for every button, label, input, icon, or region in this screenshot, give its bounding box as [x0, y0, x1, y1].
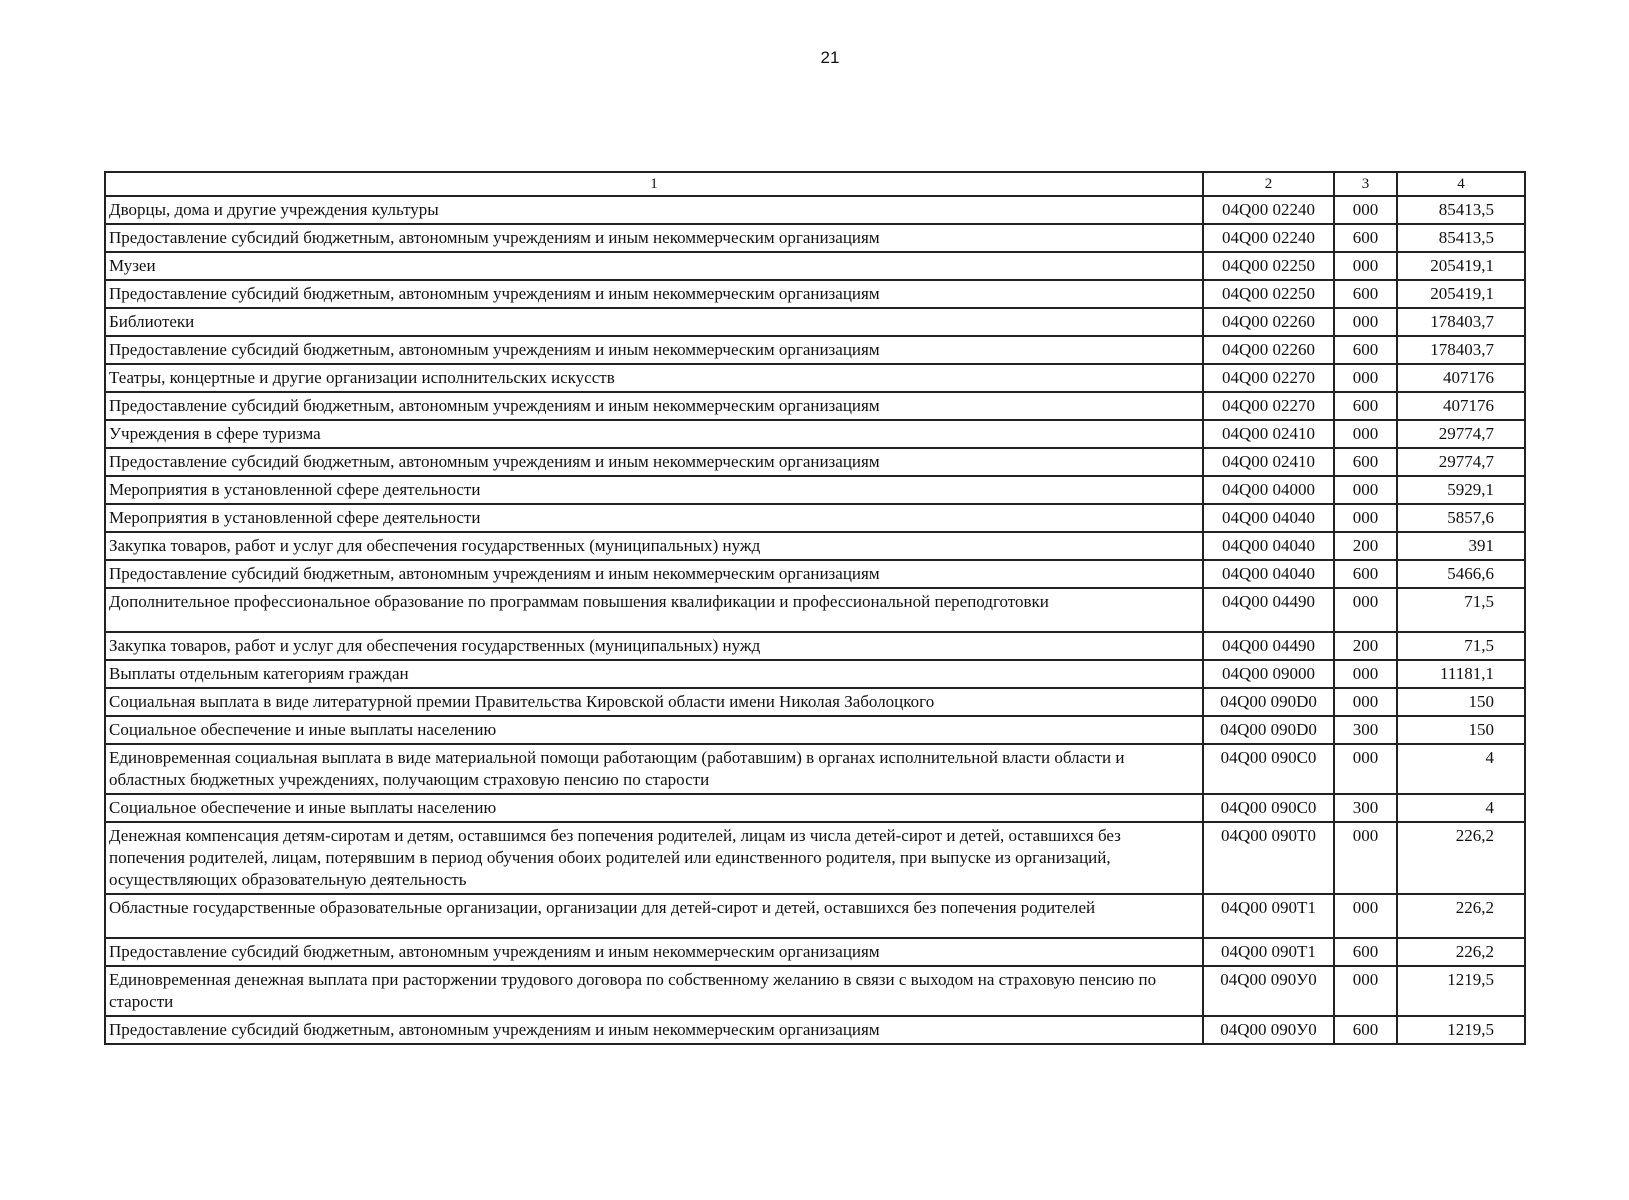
row-name-cell: Закупка товаров, работ и услуг для обеспечения государственных (муниципальных) нужд: [105, 632, 1203, 660]
row-type-cell: 600: [1334, 336, 1397, 364]
row-type-cell: 000: [1334, 894, 1397, 938]
row-code-cell: 04Q00 090У0: [1203, 1016, 1334, 1044]
row-code-cell: 04Q00 02260: [1203, 336, 1334, 364]
table-row: [105, 1016, 1525, 1044]
row-code-cell: 04Q00 02240: [1203, 196, 1334, 224]
row-sum-cell: 5857,6: [1397, 504, 1525, 532]
row-type-cell: 300: [1334, 716, 1397, 744]
row-name-cell: Единовременная денежная выплата при расторжении трудового договора по собственному желанию в связи с выходом на страховую пенсию по старости: [105, 966, 1203, 1016]
table-header-row: [105, 172, 1525, 196]
table-row: [105, 744, 1525, 794]
row-sum-cell: 1219,5: [1397, 1016, 1525, 1044]
row-code-cell: 04Q00 090T1: [1203, 894, 1334, 938]
row-sum-cell: 11181,1: [1397, 660, 1525, 688]
row-code-cell: 04Q00 090C0: [1203, 794, 1334, 822]
row-code-cell: 04Q00 04490: [1203, 588, 1334, 632]
table-row: [105, 560, 1525, 588]
header-cell-name: 1: [105, 172, 1203, 196]
row-sum-cell: 150: [1397, 716, 1525, 744]
table-row: [105, 716, 1525, 744]
row-sum-cell: 4: [1397, 794, 1525, 822]
row-name-cell: Социальная выплата в виде литературной премии Правительства Кировской области имени Николая Заболоцкого: [105, 688, 1203, 716]
row-type-cell: 600: [1334, 392, 1397, 420]
row-sum-cell: 205419,1: [1397, 252, 1525, 280]
budget-table: [104, 171, 1526, 1045]
page-number: 21: [820, 48, 840, 67]
row-code-cell: 04Q00 02410: [1203, 420, 1334, 448]
row-type-cell: 200: [1334, 532, 1397, 560]
row-code-cell: 04Q00 09000: [1203, 660, 1334, 688]
row-name-cell: Предоставление субсидий бюджетным, автономным учреждениям и иным некоммерческим организациям: [105, 1016, 1203, 1044]
row-type-cell: 000: [1334, 688, 1397, 716]
row-name-cell: Предоставление субсидий бюджетным, автономным учреждениям и иным некоммерческим организациям: [105, 448, 1203, 476]
row-name-cell: Денежная компенсация детям-сиротам и детям, оставшимся без попечения родителей, лицам из числа детей-сирот и детей, оставшихся без попечения родителей, лицам, потерявшим в период обучения обоих родителей или единственного родителя, при выпуске из организаций, осуществляющих образовательную деятельность: [105, 822, 1203, 894]
row-sum-cell: 178403,7: [1397, 336, 1525, 364]
budget-table-body: [105, 172, 1525, 1044]
row-name-cell: Мероприятия в установленной сфере деятельности: [105, 504, 1203, 532]
header-cell-sum: 4: [1397, 172, 1525, 196]
table-row: [105, 588, 1525, 632]
row-code-cell: 04Q00 090D0: [1203, 716, 1334, 744]
row-sum-cell: 5466,6: [1397, 560, 1525, 588]
row-code-cell: 04Q00 04040: [1203, 560, 1334, 588]
row-sum-cell: 226,2: [1397, 938, 1525, 966]
row-sum-cell: 5929,1: [1397, 476, 1525, 504]
row-name-cell: Предоставление субсидий бюджетным, автономным учреждениям и иным некоммерческим организациям: [105, 336, 1203, 364]
row-name-cell: Предоставление субсидий бюджетным, автономным учреждениям и иным некоммерческим организациям: [105, 560, 1203, 588]
table-row: [105, 476, 1525, 504]
row-type-cell: 000: [1334, 308, 1397, 336]
row-sum-cell: 71,5: [1397, 632, 1525, 660]
row-code-cell: 04Q00 04000: [1203, 476, 1334, 504]
row-sum-cell: 1219,5: [1397, 966, 1525, 1016]
row-name-cell: Дополнительное профессиональное образование по программам повышения квалификации и профессиональной переподготовки: [105, 588, 1203, 632]
row-type-cell: 000: [1334, 822, 1397, 894]
row-code-cell: 04Q00 02240: [1203, 224, 1334, 252]
row-code-cell: 04Q00 04040: [1203, 504, 1334, 532]
row-name-cell: Предоставление субсидий бюджетным, автономным учреждениям и иным некоммерческим организациям: [105, 392, 1203, 420]
row-name-cell: Единовременная социальная выплата в виде материальной помощи работающим (работавшим) в органах исполнительной власти области и областных бюджетных учреждениях, получающим страховую пенсию по старости: [105, 744, 1203, 794]
row-name-cell: Закупка товаров, работ и услуг для обеспечения государственных (муниципальных) нужд: [105, 532, 1203, 560]
row-code-cell: 04Q00 04040: [1203, 532, 1334, 560]
row-sum-cell: 71,5: [1397, 588, 1525, 632]
row-code-cell: 04Q00 02250: [1203, 252, 1334, 280]
row-code-cell: 04Q00 02270: [1203, 364, 1334, 392]
row-sum-cell: 29774,7: [1397, 420, 1525, 448]
table-row: [105, 938, 1525, 966]
table-row: [105, 822, 1525, 894]
row-sum-cell: 29774,7: [1397, 448, 1525, 476]
table-row: [105, 308, 1525, 336]
row-code-cell: 04Q00 090D0: [1203, 688, 1334, 716]
row-type-cell: 600: [1334, 280, 1397, 308]
row-name-cell: Мероприятия в установленной сфере деятельности: [105, 476, 1203, 504]
row-name-cell: Областные государственные образовательные организации, организации для детей-сирот и детей, оставшихся без попечения родителей: [105, 894, 1203, 938]
row-code-cell: 04Q00 090T0: [1203, 822, 1334, 894]
table-row: [105, 532, 1525, 560]
row-name-cell: Предоставление субсидий бюджетным, автономным учреждениям и иным некоммерческим организациям: [105, 280, 1203, 308]
row-sum-cell: 85413,5: [1397, 196, 1525, 224]
row-type-cell: 000: [1334, 196, 1397, 224]
table-row: [105, 280, 1525, 308]
table-row: [105, 392, 1525, 420]
row-type-cell: 000: [1334, 476, 1397, 504]
table-row: [105, 224, 1525, 252]
row-sum-cell: 4: [1397, 744, 1525, 794]
row-code-cell: 04Q00 02270: [1203, 392, 1334, 420]
row-code-cell: 04Q00 02410: [1203, 448, 1334, 476]
row-code-cell: 04Q00 090C0: [1203, 744, 1334, 794]
row-type-cell: 000: [1334, 252, 1397, 280]
row-name-cell: Предоставление субсидий бюджетным, автономным учреждениям и иным некоммерческим организациям: [105, 224, 1203, 252]
row-name-cell: Выплаты отдельным категориям граждан: [105, 660, 1203, 688]
row-name-cell: Социальное обеспечение и иные выплаты населению: [105, 794, 1203, 822]
row-name-cell: Социальное обеспечение и иные выплаты населению: [105, 716, 1203, 744]
table-row: [105, 336, 1525, 364]
row-type-cell: 000: [1334, 504, 1397, 532]
row-type-cell: 000: [1334, 364, 1397, 392]
row-type-cell: 600: [1334, 938, 1397, 966]
row-sum-cell: 407176: [1397, 364, 1525, 392]
row-code-cell: 04Q00 02250: [1203, 280, 1334, 308]
table-row: [105, 196, 1525, 224]
row-type-cell: 300: [1334, 794, 1397, 822]
table-row: [105, 660, 1525, 688]
row-sum-cell: 226,2: [1397, 894, 1525, 938]
row-type-cell: 000: [1334, 744, 1397, 794]
row-name-cell: Библиотеки: [105, 308, 1203, 336]
row-type-cell: 000: [1334, 660, 1397, 688]
table-row: [105, 794, 1525, 822]
row-sum-cell: 178403,7: [1397, 308, 1525, 336]
row-type-cell: 200: [1334, 632, 1397, 660]
header-cell-type: 3: [1334, 172, 1397, 196]
row-type-cell: 600: [1334, 1016, 1397, 1044]
row-sum-cell: 205419,1: [1397, 280, 1525, 308]
row-name-cell: Театры, концертные и другие организации исполнительских искусств: [105, 364, 1203, 392]
row-name-cell: Предоставление субсидий бюджетным, автономным учреждениям и иным некоммерческим организациям: [105, 938, 1203, 966]
row-code-cell: 04Q00 090T1: [1203, 938, 1334, 966]
row-type-cell: 600: [1334, 224, 1397, 252]
table-row: [105, 504, 1525, 532]
row-name-cell: Учреждения в сфере туризма: [105, 420, 1203, 448]
row-type-cell: 600: [1334, 448, 1397, 476]
table-row: [105, 364, 1525, 392]
table-row: [105, 420, 1525, 448]
row-sum-cell: 150: [1397, 688, 1525, 716]
row-type-cell: 000: [1334, 420, 1397, 448]
row-sum-cell: 391: [1397, 532, 1525, 560]
table-row: [105, 966, 1525, 1016]
table-row: [105, 252, 1525, 280]
table-row: [105, 894, 1525, 938]
row-code-cell: 04Q00 02260: [1203, 308, 1334, 336]
row-sum-cell: 226,2: [1397, 822, 1525, 894]
row-sum-cell: 407176: [1397, 392, 1525, 420]
row-type-cell: 000: [1334, 588, 1397, 632]
table-row: [105, 688, 1525, 716]
header-cell-code: 2: [1203, 172, 1334, 196]
row-name-cell: Дворцы, дома и другие учреждения культуры: [105, 196, 1203, 224]
row-code-cell: 04Q00 090У0: [1203, 966, 1334, 1016]
row-name-cell: Музеи: [105, 252, 1203, 280]
row-sum-cell: 85413,5: [1397, 224, 1525, 252]
table-row: [105, 632, 1525, 660]
table-row: [105, 448, 1525, 476]
row-code-cell: 04Q00 04490: [1203, 632, 1334, 660]
row-type-cell: 600: [1334, 560, 1397, 588]
row-type-cell: 000: [1334, 966, 1397, 1016]
